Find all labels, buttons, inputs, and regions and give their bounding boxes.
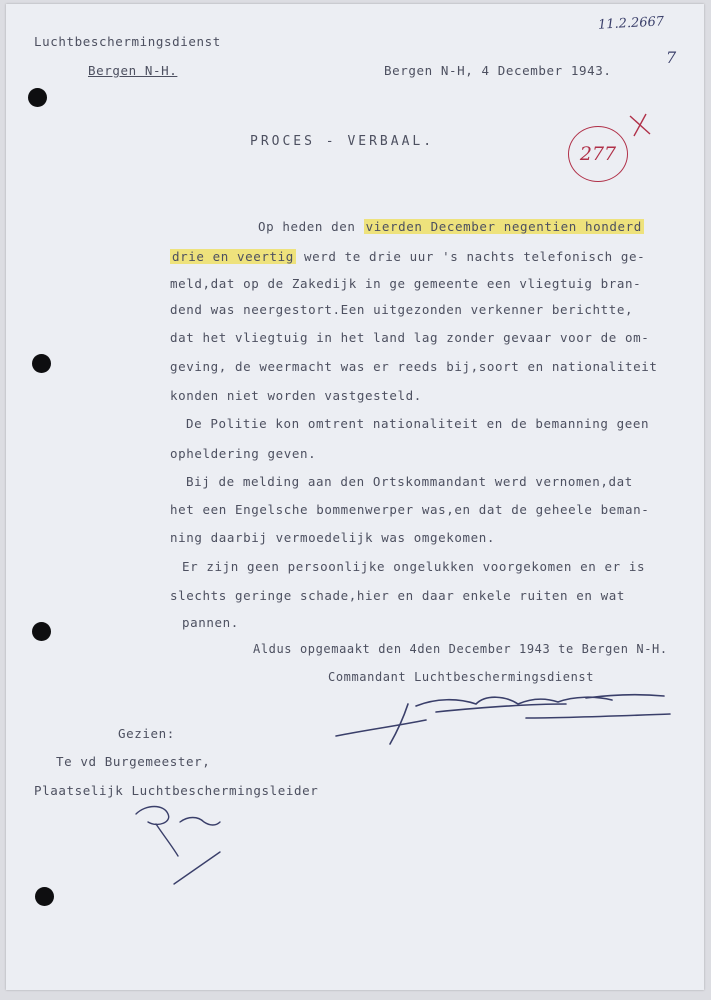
mayor-signature [136, 807, 220, 885]
footer-seen: Gezien: [118, 726, 175, 741]
footer-mayor: Te vd Burgemeester, [56, 754, 211, 769]
body-line-text: Op heden den [258, 219, 364, 234]
body-line-text: ning daarbij vermoedelijk was omgekomen. [170, 530, 496, 545]
body-line-text: konden niet worden vastgesteld. [170, 388, 422, 403]
cross-mark [630, 114, 650, 136]
closing-line-1: Aldus opgemaakt den 4den December 1943 te Bergen N-H. [253, 642, 668, 656]
document-page [6, 4, 704, 990]
header-dateline: Bergen N-H, 4 December 1943. [384, 63, 612, 78]
header-place: Bergen N-H. [88, 63, 178, 78]
body-line-text: dat het vliegtuig in het land lag zonder gevaar voor de om- [170, 330, 650, 345]
body-line-text: slechts geringe schade,hier en daar enkele ruiten en wat [170, 588, 626, 603]
body-line-text: meld,dat op de Zakedijk in ge gemeente een vliegtuig bran- [170, 276, 642, 291]
archive-item-number-text: 277 [579, 143, 617, 165]
body-line-text: Bij de melding aan den Ortskommandant werd vernomen,dat [186, 474, 633, 489]
body-line-text: het een Engelsche bommenwerper was,en dat de geheele beman- [170, 502, 650, 517]
highlighted-text: drie en veertig [172, 249, 294, 264]
body-line-text: De Politie kon omtrent nationaliteit en de bemanning geen [186, 416, 650, 431]
document-title: PROCES - VERBAAL. [250, 134, 435, 149]
body-line-text: pannen. [182, 615, 239, 630]
closing-line-2: Commandant Luchtbeschermingsdienst [328, 670, 595, 684]
body-line-text: opheldering geven. [170, 446, 317, 461]
pen-marks [6, 4, 704, 990]
body-line-text-continued: werd te drie uur 's nachts telefonisch ge- [295, 249, 646, 264]
body-line-text: dend was neergestort.Een uitgezonden verkenner berichtte, [170, 302, 634, 317]
footer-deputy: Plaatselijk Luchtbeschermingsleider [34, 783, 319, 798]
body-line-text: geving, de weermacht was er reeds bij,soort en nationaliteit [170, 359, 658, 374]
archive-page-number: 7 [666, 48, 677, 67]
highlighted-text: vierden December negentien honderd [365, 219, 642, 234]
body-line-text: Er zijn geen persoonlijke ongelukken voorgekomen en er is [182, 559, 646, 574]
commander-signature [336, 695, 670, 744]
header-organisation: Luchtbeschermingsdienst [34, 34, 221, 49]
archive-reference: 11.2.2667 [597, 14, 665, 33]
